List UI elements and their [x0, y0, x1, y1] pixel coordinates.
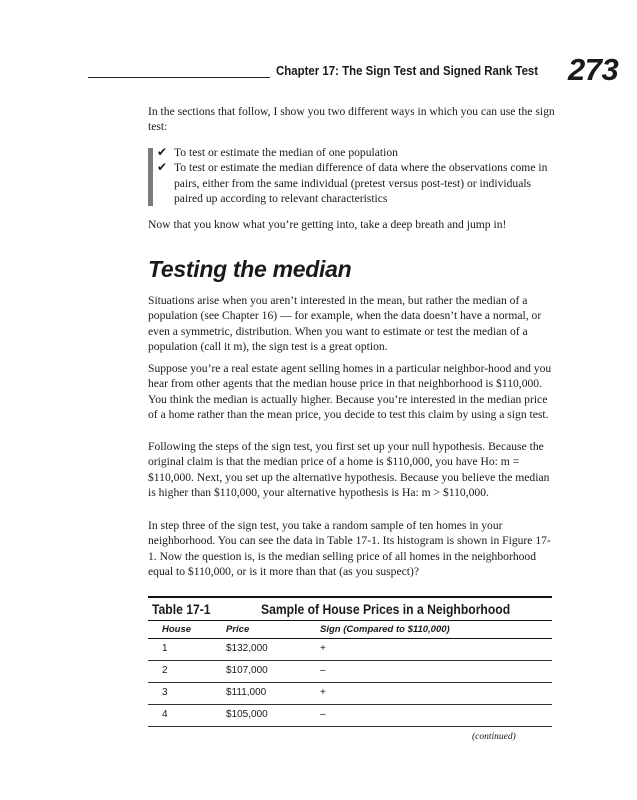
sign-cell: + — [320, 687, 326, 698]
price-cell: $105,000 — [226, 709, 268, 720]
data-table — [148, 596, 552, 727]
table-header-row — [148, 621, 552, 638]
intro-paragraph — [148, 104, 558, 135]
transition-text: Now that you know what you’re getting into, take a deep breath and jump in! — [148, 218, 507, 231]
list-item-text: To test or estimate the median difference of data where the observations come in pairs, either from the same individual (pretest versus post-test) or individuals paired up according to relevant characteristics — [174, 161, 548, 205]
table-row — [148, 705, 552, 727]
transition-paragraph — [148, 217, 558, 232]
continued-note: (continued) — [472, 732, 516, 742]
bullet-list — [148, 145, 558, 206]
header-rule — [88, 77, 270, 78]
paragraph — [148, 439, 558, 500]
house-cell: 3 — [162, 687, 168, 698]
page-number: 273 — [568, 52, 619, 87]
table-title — [148, 598, 552, 620]
column-header-house: House — [162, 624, 192, 635]
table-caption: Sample of House Prices in a Neighborhood — [261, 602, 511, 617]
paragraph-text: Following the steps of the sign test, you first set up your null hypothesis. Because the original claim is that the median price of a home is $110,000, you have Ho: m = $110,000. Next, you set up the alternative hypothesis. Because you believe the median is higher than $110,000, your alternative hypothesis is Ha: m > $110,000. — [148, 440, 550, 499]
list-item — [148, 160, 558, 206]
paragraph — [148, 518, 558, 579]
table-row — [148, 683, 552, 705]
table-number: Table 17-1 — [152, 602, 211, 617]
paragraph — [148, 361, 558, 422]
table-row — [148, 661, 552, 683]
house-cell: 2 — [162, 665, 168, 676]
price-cell: $111,000 — [226, 687, 267, 698]
paragraph-text: In step three of the sign test, you take a random sample of ten homes in your neighborhood. You can see the data in Table 17-1. Its histogram is shown in Figure 17-1. Now the question is, is the median selling price of all homes in the neighborhood equal to $110,000, or is it more than that (as you suspect)? — [148, 519, 551, 578]
price-cell: $107,000 — [226, 665, 268, 676]
sign-cell: – — [320, 709, 326, 720]
house-cell: 4 — [162, 709, 168, 720]
checkmark-icon: ✔ — [157, 145, 168, 159]
chapter-title: Chapter 17: The Sign Test and Signed Rank Test — [276, 63, 539, 78]
list-item — [148, 145, 558, 160]
sign-cell: + — [320, 643, 326, 654]
intro-text: In the sections that follow, I show you two different ways in which you can use the sign test: — [148, 105, 555, 134]
list-item-text: To test or estimate the median of one population — [174, 146, 398, 159]
paragraph — [148, 293, 558, 354]
sign-cell: – — [320, 665, 326, 676]
paragraph-text: Suppose you’re a real estate agent selling homes in a particular neighbor-hood and you hear from other agents that the median house price in that neighborhood is $110,000. You think the median is actually higher. Because you’re interested in the median price of a home rather than the mean price, you decide to test this claim by using a sign test. — [148, 362, 552, 421]
section-heading: Testing the median — [148, 256, 352, 282]
price-cell: $132,000 — [226, 643, 268, 654]
checkmark-icon: ✔ — [157, 160, 168, 175]
table-row — [148, 639, 552, 661]
house-cell: 1 — [162, 643, 168, 654]
column-header-price: Price — [226, 624, 250, 635]
column-header-sign: Sign (Compared to $110,000) — [320, 624, 450, 635]
paragraph-text: Situations arise when you aren’t interested in the mean, but rather the median of a population (see Chapter 16) — for example, when the data doesn’t have a normal, or even a symmetric, distribution. When you want to estimate or test the median of a population (call it m), the sign test is a great option. — [148, 294, 542, 353]
